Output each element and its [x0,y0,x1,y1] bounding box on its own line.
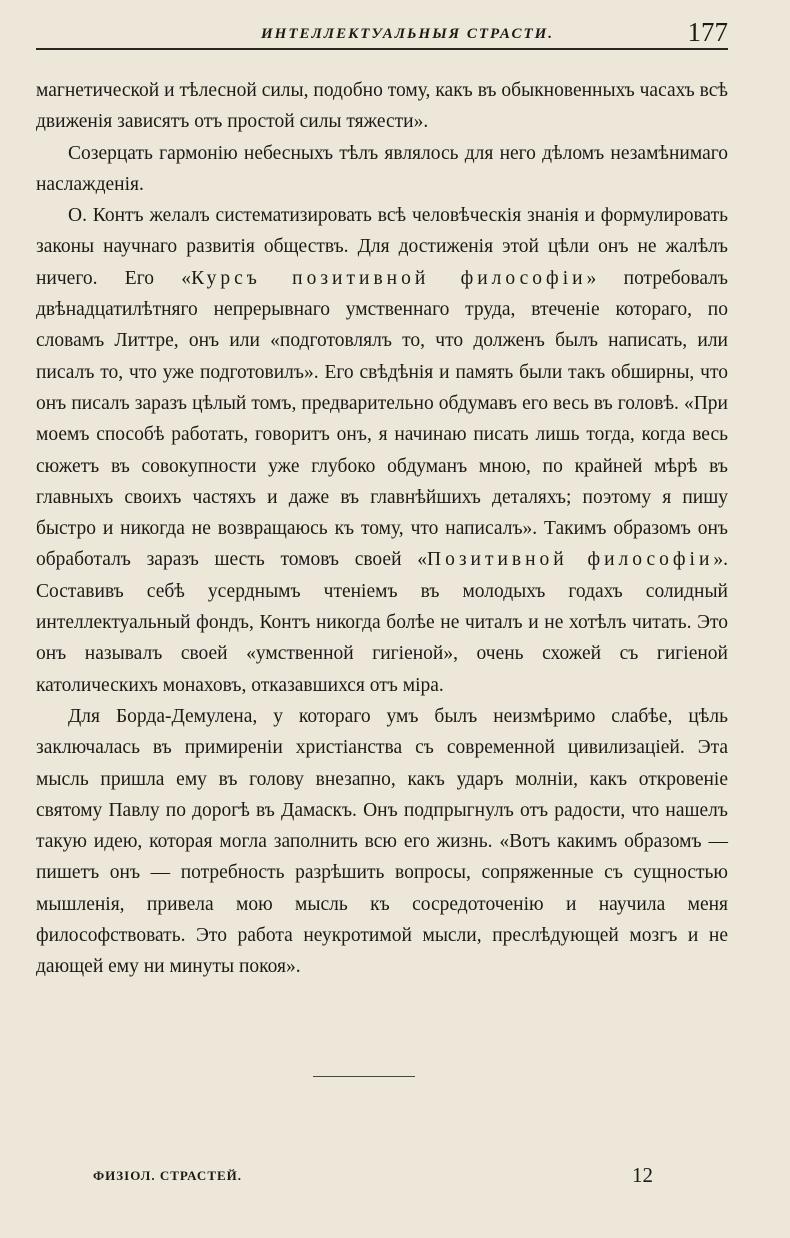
closing-rule [313,1076,415,1077]
spaced-title-course: Курсъ позитивной философіи [191,267,587,289]
paragraph-3-part-c: » потребовалъ двѣнадцатилѣтняго непрерывнаго умственнаго труда, втеченіе котораго, по словамъ Литтре, онъ или «подготовлялъ то, что долженъ былъ написать, или писалъ то, что уже подготовилъ». Его свѣдѣнія и память были такъ обширны, что онъ писалъ заразъ цѣлый томъ, предварительно обдумавъ его весь въ головѣ. «При моемъ способѣ работать, говоритъ онъ, я начинаю писать лишь тогда, когда весь сюжетъ въ совокупности уже глубоко обдуманъ мною, по крайней мѣрѣ въ главныхъ своихъ частяхъ и даже въ главнѣйшихъ деталяхъ; поэтому я пишу быстро и никогда не возвращаюсь къ тому, что написалъ». Такимъ образомъ онъ обработалъ заразъ шесть томовъ своей « [36,267,728,571]
running-header [36,14,728,50]
paragraph-1: магнетической и тѣлесной силы, подобно тому, какъ въ обыкновенныхъ часахъ всѣ движенія зависятъ отъ простой силы тяжести». [36,80,728,133]
spaced-title-philosophy: Позитивной философіи [426,549,714,571]
paragraph-3 [36,200,728,701]
paragraph-4: Для Борда-Демулена, у котораго умъ былъ неизмѣримо слабѣе, цѣль заключалась въ примиреніи христіанства съ современной цивилизаціей. Эта мысль пришла ему въ голову внезапно, какъ ударъ молніи, какъ откровеніе святому Павлу по дорогѣ въ Дамаскъ. Онъ подпрыгнулъ отъ радости, что нашелъ такую идею, которая могла заполнить всю его жизнь. «Вотъ какимъ образомъ — пишетъ онъ — потребность разрѣшить вопросы, сопряженные съ сущностью мышленія, привела мою мысль къ сосредоточенію и научила меня философствовать. Это работа неукротимой мысли, преслѣдующей мозгъ и не дающей ему ни минуты покоя». [36,705,728,978]
sheet-number: 12 [632,1163,653,1187]
paragraph-2: Созерцать гармонію небесныхъ тѣлъ являлось для него дѣломъ незамѣнимаго наслажденія. [36,142,728,195]
running-title: ИНТЕЛЛЕКТУАЛЬНЫЯ СТРАСТИ. [261,26,555,42]
paragraph-3-part-a: О. Контъ желалъ систематизировать всѣ человѣческія знанія и формулировать законы научнаго развитія обществъ. Для достиженія этой цѣли онъ не жалѣлъ ничего. Его « [36,205,728,289]
signature-mark: ФИЗІОЛ. СТРАСТЕЙ. [93,1168,243,1183]
page-number: 177 [687,17,728,47]
body-text [36,75,728,983]
paragraph-3-part-e: ». Составивъ себѣ усерднымъ чтеніемъ въ молодыхъ годахъ солидный интеллектуальный фондъ, Контъ никогда болѣе не читалъ и не хотѣлъ читать. Это онъ называлъ своей «умственной гигіеной», очень схожей съ гигіеной католическихъ монаховъ, отказавшихся отъ міра. [36,549,729,696]
